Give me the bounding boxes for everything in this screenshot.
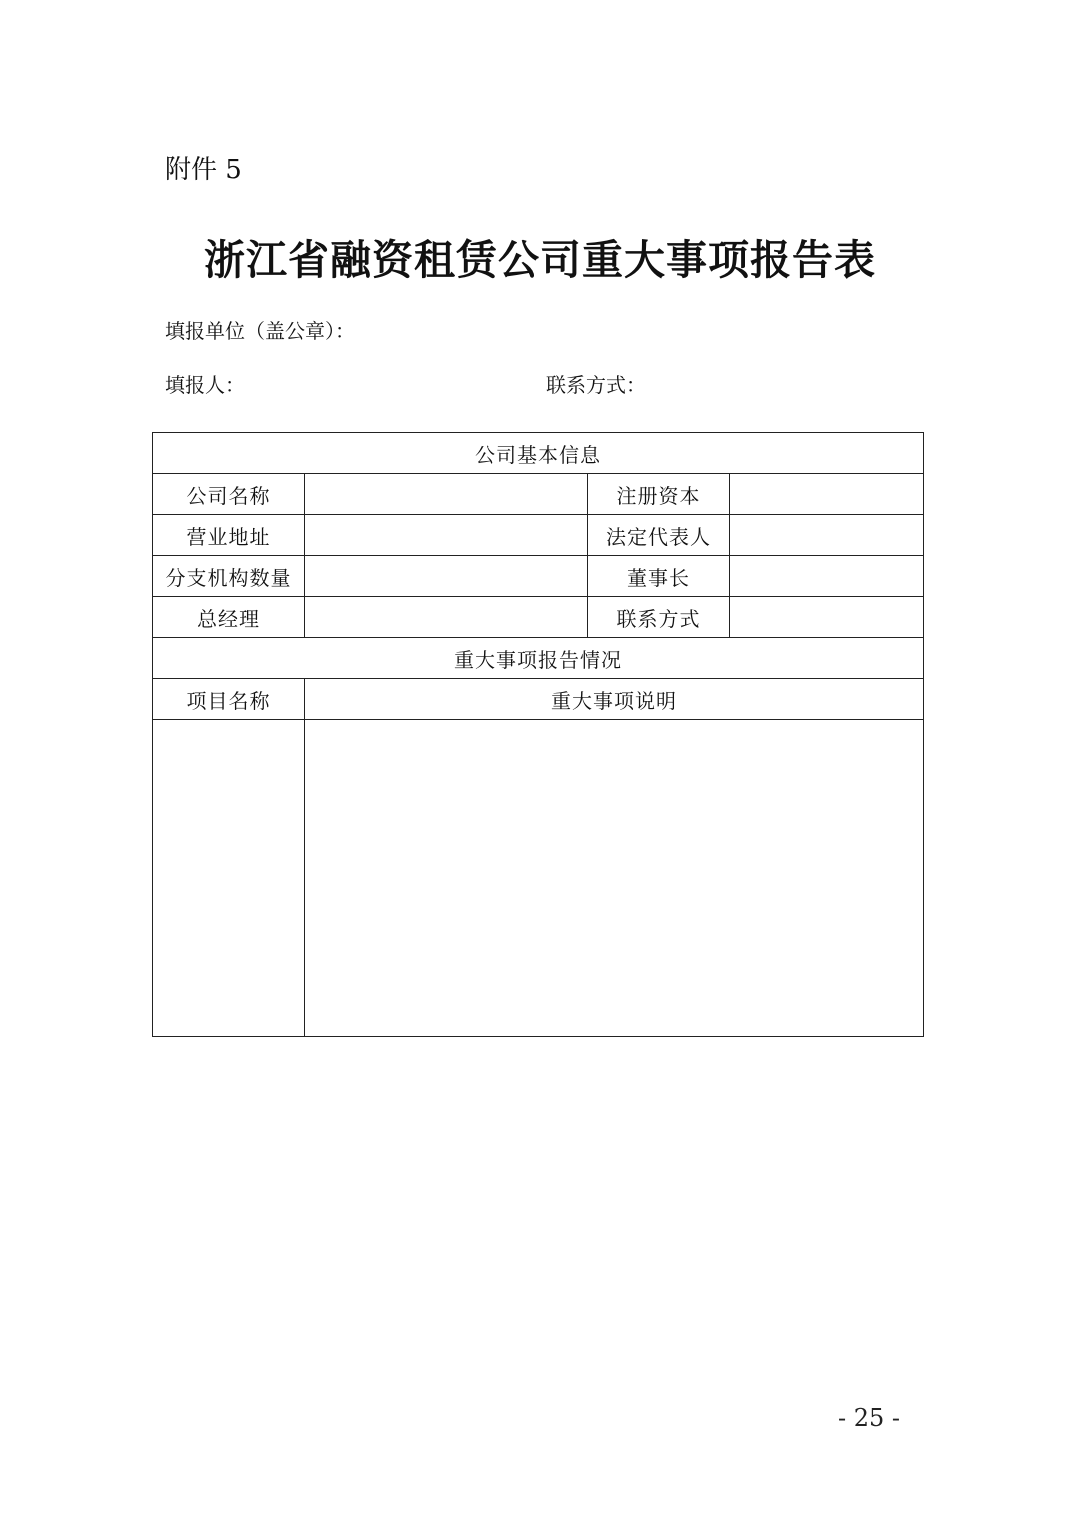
company-name-label: 公司名称 <box>153 474 305 515</box>
table-row <box>153 638 924 679</box>
item-name-value-cell[interactable] <box>153 720 305 1037</box>
filer-label: 填报人： <box>165 373 245 397</box>
contact-method-label: 联系方式 <box>588 597 730 638</box>
branch-count-value-cell[interactable] <box>305 556 588 597</box>
section-major-events-header: 重大事项报告情况 <box>153 638 924 679</box>
general-manager-label: 总经理 <box>153 597 305 638</box>
branch-count-label: 分支机构数量 <box>153 556 305 597</box>
table-row <box>153 679 924 720</box>
attachment-label: 附件 5 <box>165 155 242 185</box>
company-name-value-cell[interactable] <box>305 474 588 515</box>
table-row <box>153 474 924 515</box>
item-description-header: 重大事项说明 <box>305 679 924 720</box>
legal-representative-label: 法定代表人 <box>588 515 730 556</box>
report-table <box>152 432 924 1037</box>
registered-capital-label: 注册资本 <box>588 474 730 515</box>
item-name-header: 项目名称 <box>153 679 305 720</box>
business-address-label: 营业地址 <box>153 515 305 556</box>
general-manager-value-cell[interactable] <box>305 597 588 638</box>
item-description-value-cell[interactable] <box>305 720 924 1037</box>
page-title: 浙江省融资租赁公司重大事项报告表 <box>204 236 876 284</box>
business-address-value-cell[interactable] <box>305 515 588 556</box>
table-row <box>153 597 924 638</box>
registered-capital-value-cell[interactable] <box>730 474 924 515</box>
section-basic-info-header: 公司基本信息 <box>153 433 924 474</box>
table-row <box>153 720 924 1037</box>
chairman-value-cell[interactable] <box>730 556 924 597</box>
filing-unit-label: 填报单位（盖公章）： <box>165 319 355 343</box>
table-row <box>153 433 924 474</box>
contact-label: 联系方式： <box>546 373 646 397</box>
legal-representative-value-cell[interactable] <box>730 515 924 556</box>
page-number: - 25 - <box>838 1404 901 1432</box>
chairman-label: 董事长 <box>588 556 730 597</box>
table-row <box>153 556 924 597</box>
contact-method-value-cell[interactable] <box>730 597 924 638</box>
table-row <box>153 515 924 556</box>
